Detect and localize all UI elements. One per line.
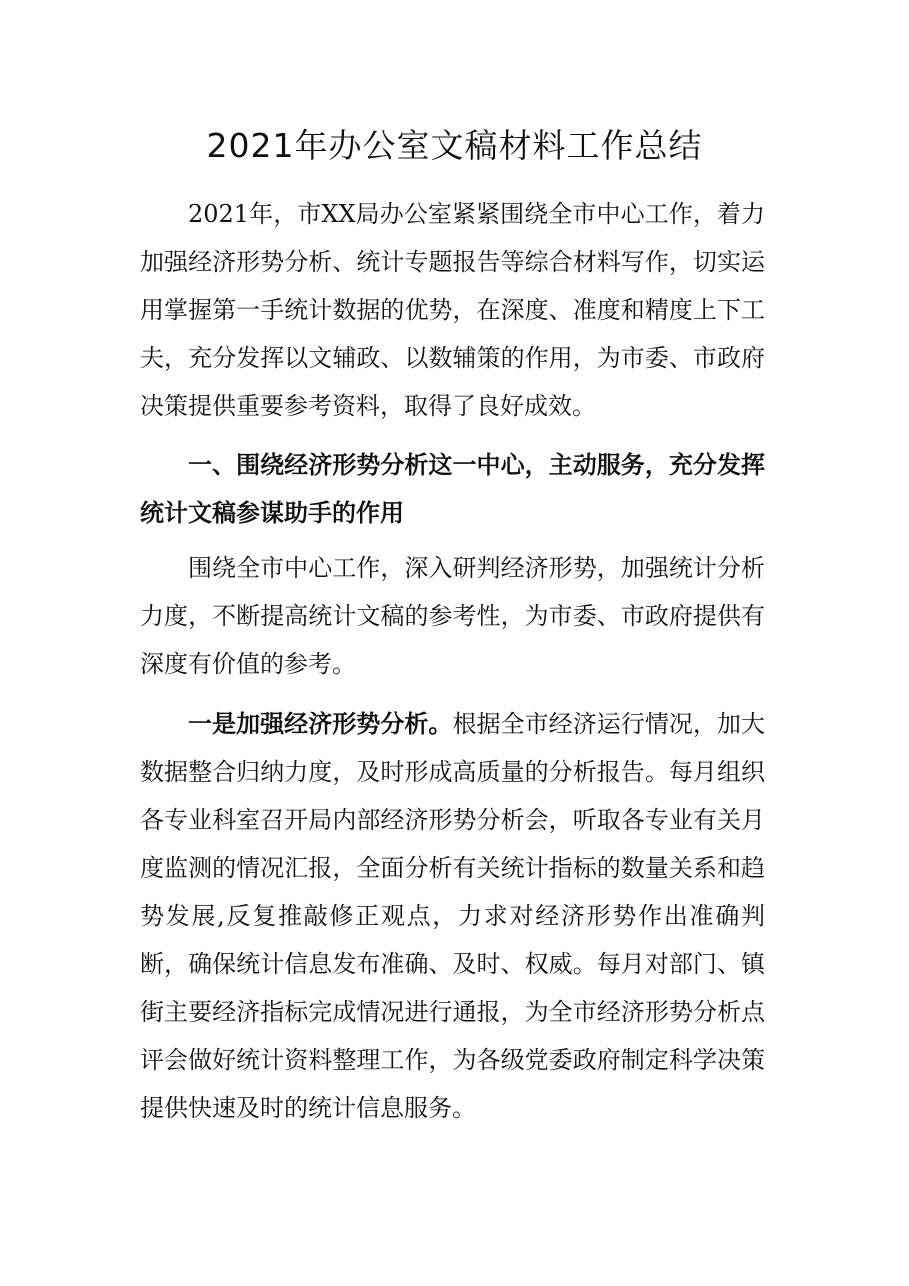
point-body: 根据全市经济运行情况，加大数据整合归纳力度，及时形成高质量的分析报告。每月组织各专业科室召开局内部经济形势分析会，听取各专业有关月度监测的情况汇报，全面分析有关统计指标的数量关系和趋势发展,反复推敲修正观点，力求对经济形势作出准确判断，确保统计信息发布准确、及时、权威。每月对部门、镇街主要经济指标完成情况进行通报，为全市经济形势分析点评会做好统计资料整理工作，为各级党委政府制定科学决策提供快速及时的统计信息服务。 xyxy=(140,710,766,1122)
point-paragraph xyxy=(140,700,765,1132)
document-title: 2021年办公室文稿材料工作总结 xyxy=(206,126,703,165)
point-lead: 一是加强经济形势分析。 xyxy=(188,710,453,738)
section-paragraph: 围绕全市中心工作，深入研判经济形势，加强统计分析力度，不断提高统计文稿的参考性，为市委、市政府提供有深度有价值的参考。 xyxy=(140,554,765,678)
intro-paragraph: 2021年，市XX局办公室紧紧围绕全市中心工作，着力加强经济形势分析、统计专题报告等综合材料写作，切实运用掌握第一手统计数据的优势，在深度、准度和精度上下工夫，充分发挥以文辅政、以数辅策的作用，为市委、市政府决策提供重要参考资料，取得了良好成效。 xyxy=(140,200,765,420)
section-heading: 一、围绕经济形势分析这一中心，主动服务，充分发挥统计文稿参谋助手的作用 xyxy=(140,451,765,527)
